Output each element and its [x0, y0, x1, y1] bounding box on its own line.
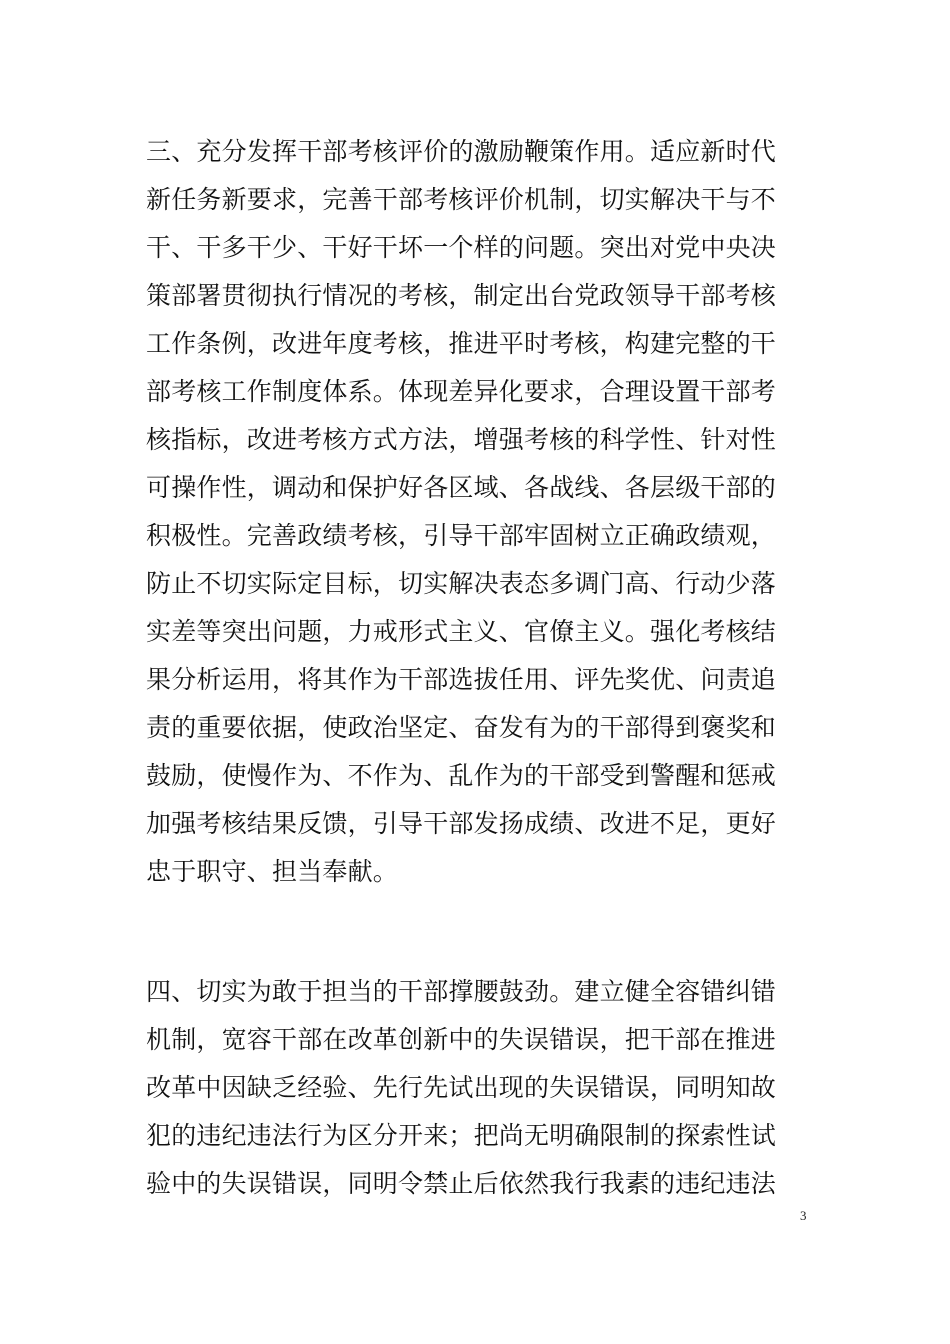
text-line: 新任务新要求，完善干部考核评价机制，切实解决干与不: [146, 185, 777, 214]
text-line: 验中的失误错误，同明令禁止后依然我行我素的违纪违法: [146, 1169, 777, 1198]
text-line: 犯的违纪违法行为区分开来；把尚无明确限制的探索性试: [146, 1121, 777, 1150]
text-line: 可操作性，调动和保护好各区域、各战线、各层级干部的: [146, 473, 777, 502]
page-number: 3: [800, 1208, 807, 1223]
text-line: 干、干多干少、干好干坏一个样的问题。突出对党中央决: [146, 233, 777, 262]
text-line: 机制，宽容干部在改革创新中的失误错误，把干部在推进: [146, 1025, 777, 1054]
text-line: 果分析运用，将其作为干部选拔任用、评先奖优、问责追: [146, 665, 777, 694]
text-line: 策部署贯彻执行情况的考核，制定出台党政领导干部考核: [146, 281, 777, 310]
text-line: 核指标，改进考核方式方法，增强考核的科学性、针对性: [146, 425, 777, 454]
text-line: 部考核工作制度体系。体现差异化要求，合理设置干部考: [146, 377, 777, 406]
text-line: 防止不切实际定目标，切实解决表态多调门高、行动少落: [146, 569, 777, 598]
text-line: 工作条例，改进年度考核，推进平时考核，构建完整的干: [146, 329, 777, 358]
paragraph-section-three: [146, 128, 811, 896]
text-line: 四、切实为敢于担当的干部撑腰鼓劲。建立健全容错纠错: [146, 977, 777, 1006]
text-line: 积极性。完善政绩考核，引导干部牢固树立正确政绩观，: [146, 521, 777, 550]
text-line: 实差等突出问题，力戒形式主义、官僚主义。强化考核结: [146, 617, 777, 646]
text-line: 鼓励，使慢作为、不作为、乱作为的干部受到警醒和惩戒: [146, 761, 777, 790]
text-line: 三、充分发挥干部考核评价的激励鞭策作用。适应新时代: [146, 137, 777, 166]
text-line: 改革中因缺乏经验、先行先试出现的失误错误，同明知故: [146, 1073, 777, 1102]
text-line: 加强考核结果反馈，引导干部发扬成绩、改进不足，更好: [146, 809, 777, 838]
text-line: 忠于职守、担当奉献。: [146, 857, 399, 886]
paragraph-section-four: [146, 968, 811, 1208]
text-line: 责的重要依据，使政治坚定、奋发有为的干部得到褒奖和: [146, 713, 777, 742]
